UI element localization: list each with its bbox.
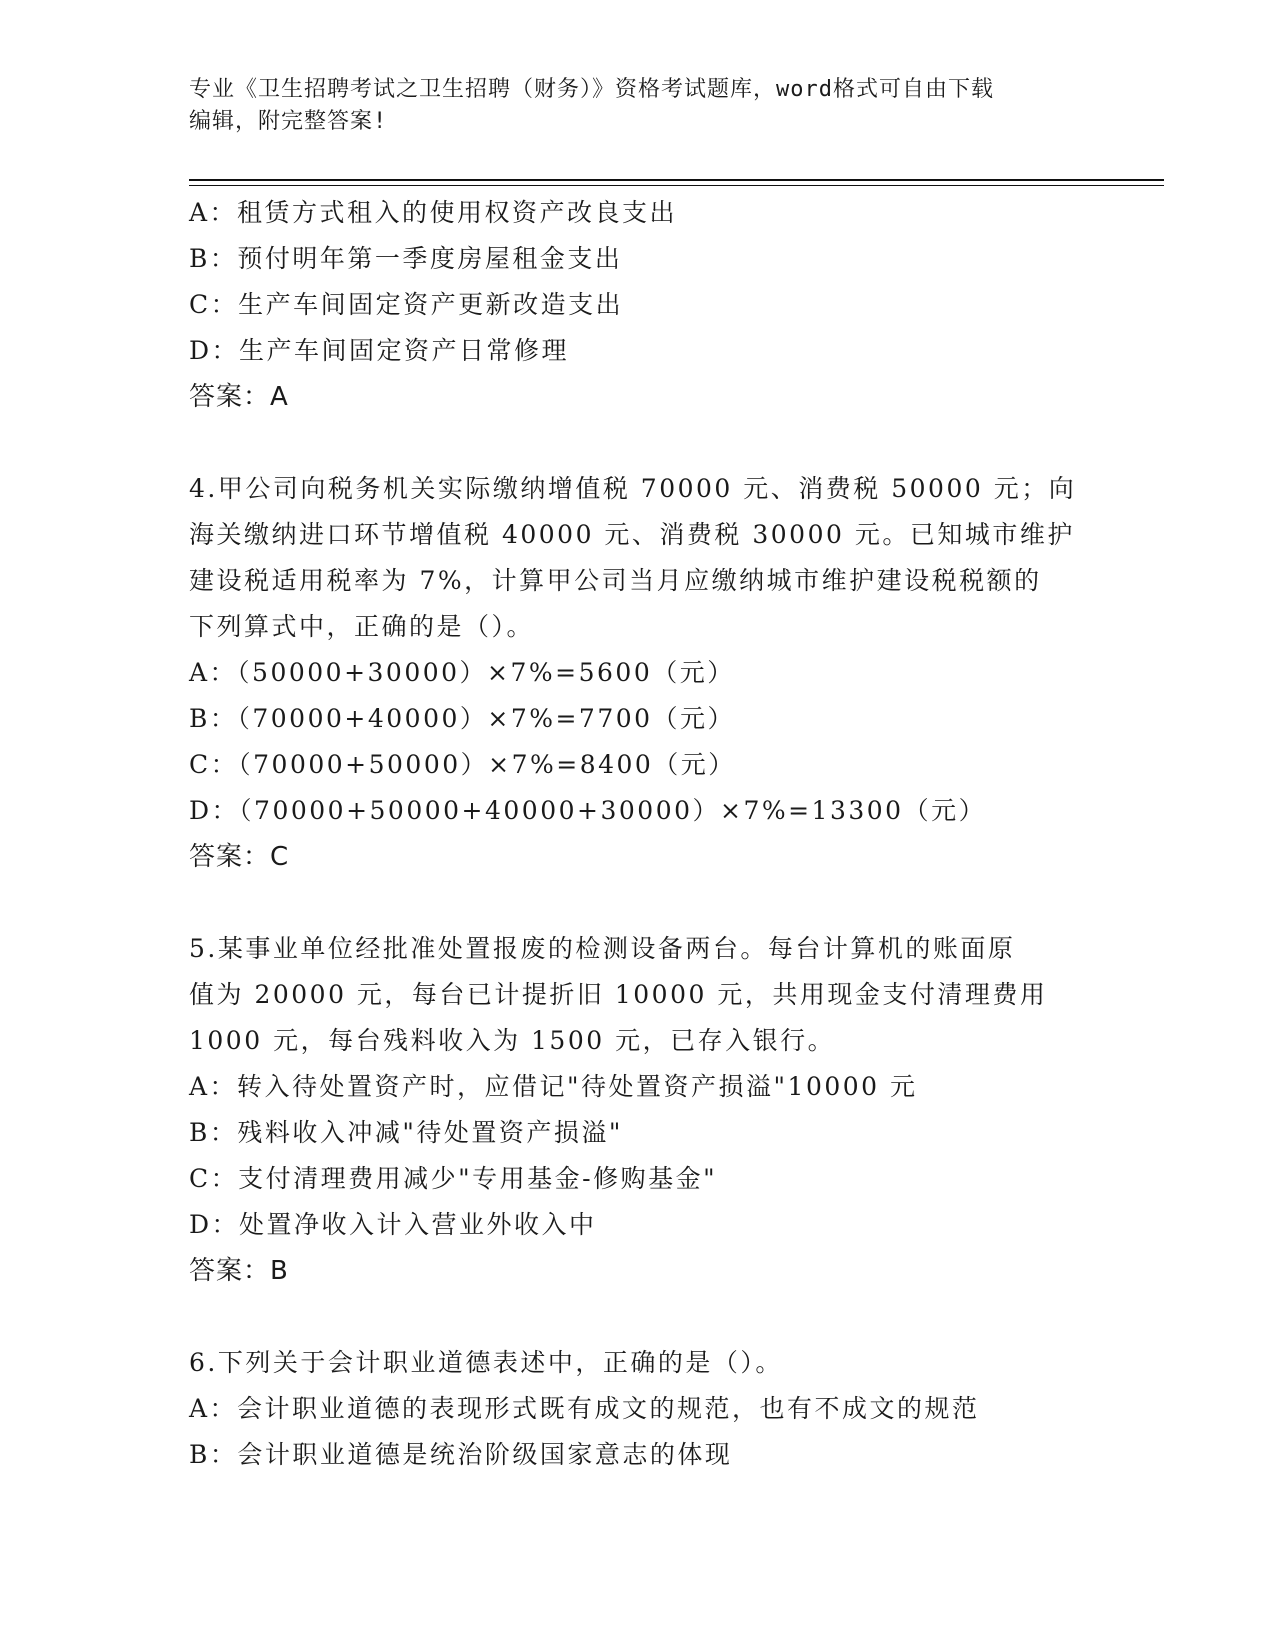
q5-option-b: B：残料收入冲减"待处置资产损溢" <box>189 1118 623 1147</box>
document-header <box>189 74 1089 138</box>
q4-option-c: C：（70000+50000）×7%=8400（元） <box>189 750 736 779</box>
header-line-1: 专业《卫生招聘考试之卫生招聘（财务）》资格考试题库，word格式可自由下载 <box>189 77 994 102</box>
q4-stem-line-2: 海关缴纳进口环节增值税 40000 元、消费税 30000 元。已知城市维护 <box>189 520 1075 549</box>
q3-answer: 答案：A <box>189 382 289 412</box>
spacer <box>189 880 1089 926</box>
q6-option-b: B：会计职业道德是统治阶级国家意志的体现 <box>189 1440 733 1469</box>
q6-stem-line-1: 6.下列关于会计职业道德表述中，正确的是（）。 <box>189 1348 783 1377</box>
q3-option-b: B：预付明年第一季度房屋租金支出 <box>189 244 623 273</box>
q4-stem-line-4: 下列算式中，正确的是（）。 <box>189 612 535 641</box>
q5-stem-line-1: 5.某事业单位经批准处置报废的检测设备两台。每台计算机的账面原 <box>189 934 1016 963</box>
q5-option-d: D：处置净收入计入营业外收入中 <box>189 1210 597 1239</box>
q5-answer: 答案：B <box>189 1256 289 1286</box>
q5-option-c: C：支付清理费用减少"专用基金-修购基金" <box>189 1164 718 1193</box>
question-6 <box>189 1340 1089 1478</box>
q5-stem-line-2: 值为 20000 元，每台已计提折旧 10000 元，共用现金支付清理费用 <box>189 980 1048 1009</box>
q4-option-a: A：（50000+30000）×7%=5600（元） <box>189 658 735 687</box>
q4-stem-line-1: 4.甲公司向税务机关实际缴纳增值税 70000 元、消费税 50000 元；向 <box>189 474 1077 503</box>
q6-option-a: A：会计职业道德的表现形式既有成文的规范，也有不成文的规范 <box>189 1394 980 1423</box>
spacer <box>189 1294 1089 1340</box>
q4-stem-line-3: 建设税适用税率为 7%，计算甲公司当月应缴纳城市维护建设税税额的 <box>189 566 1042 595</box>
question-5 <box>189 926 1089 1294</box>
q5-option-a: A：转入待处置资产时，应借记"待处置资产损溢"10000 元 <box>189 1072 918 1101</box>
question-content <box>189 190 1089 1478</box>
header-rule-thin <box>189 185 1164 186</box>
q5-stem-line-3: 1000 元，每台残料收入为 1500 元，已存入银行。 <box>189 1026 836 1055</box>
header-rule-thick <box>189 179 1164 181</box>
q4-option-b: B：（70000+40000）×7%=7700（元） <box>189 704 736 733</box>
q3-option-a: A：租赁方式租入的使用权资产改良支出 <box>189 198 678 227</box>
header-line-2: 编辑，附完整答案! <box>189 109 388 134</box>
q4-option-d: D：（70000+50000+40000+30000）×7%=13300（元） <box>189 796 987 825</box>
spacer <box>189 420 1089 466</box>
q4-answer: 答案：C <box>189 842 290 872</box>
q3-option-c: C：生产车间固定资产更新改造支出 <box>189 290 624 319</box>
question-3 <box>189 190 1089 420</box>
question-4 <box>189 466 1089 880</box>
q3-option-d: D：生产车间固定资产日常修理 <box>189 336 570 365</box>
